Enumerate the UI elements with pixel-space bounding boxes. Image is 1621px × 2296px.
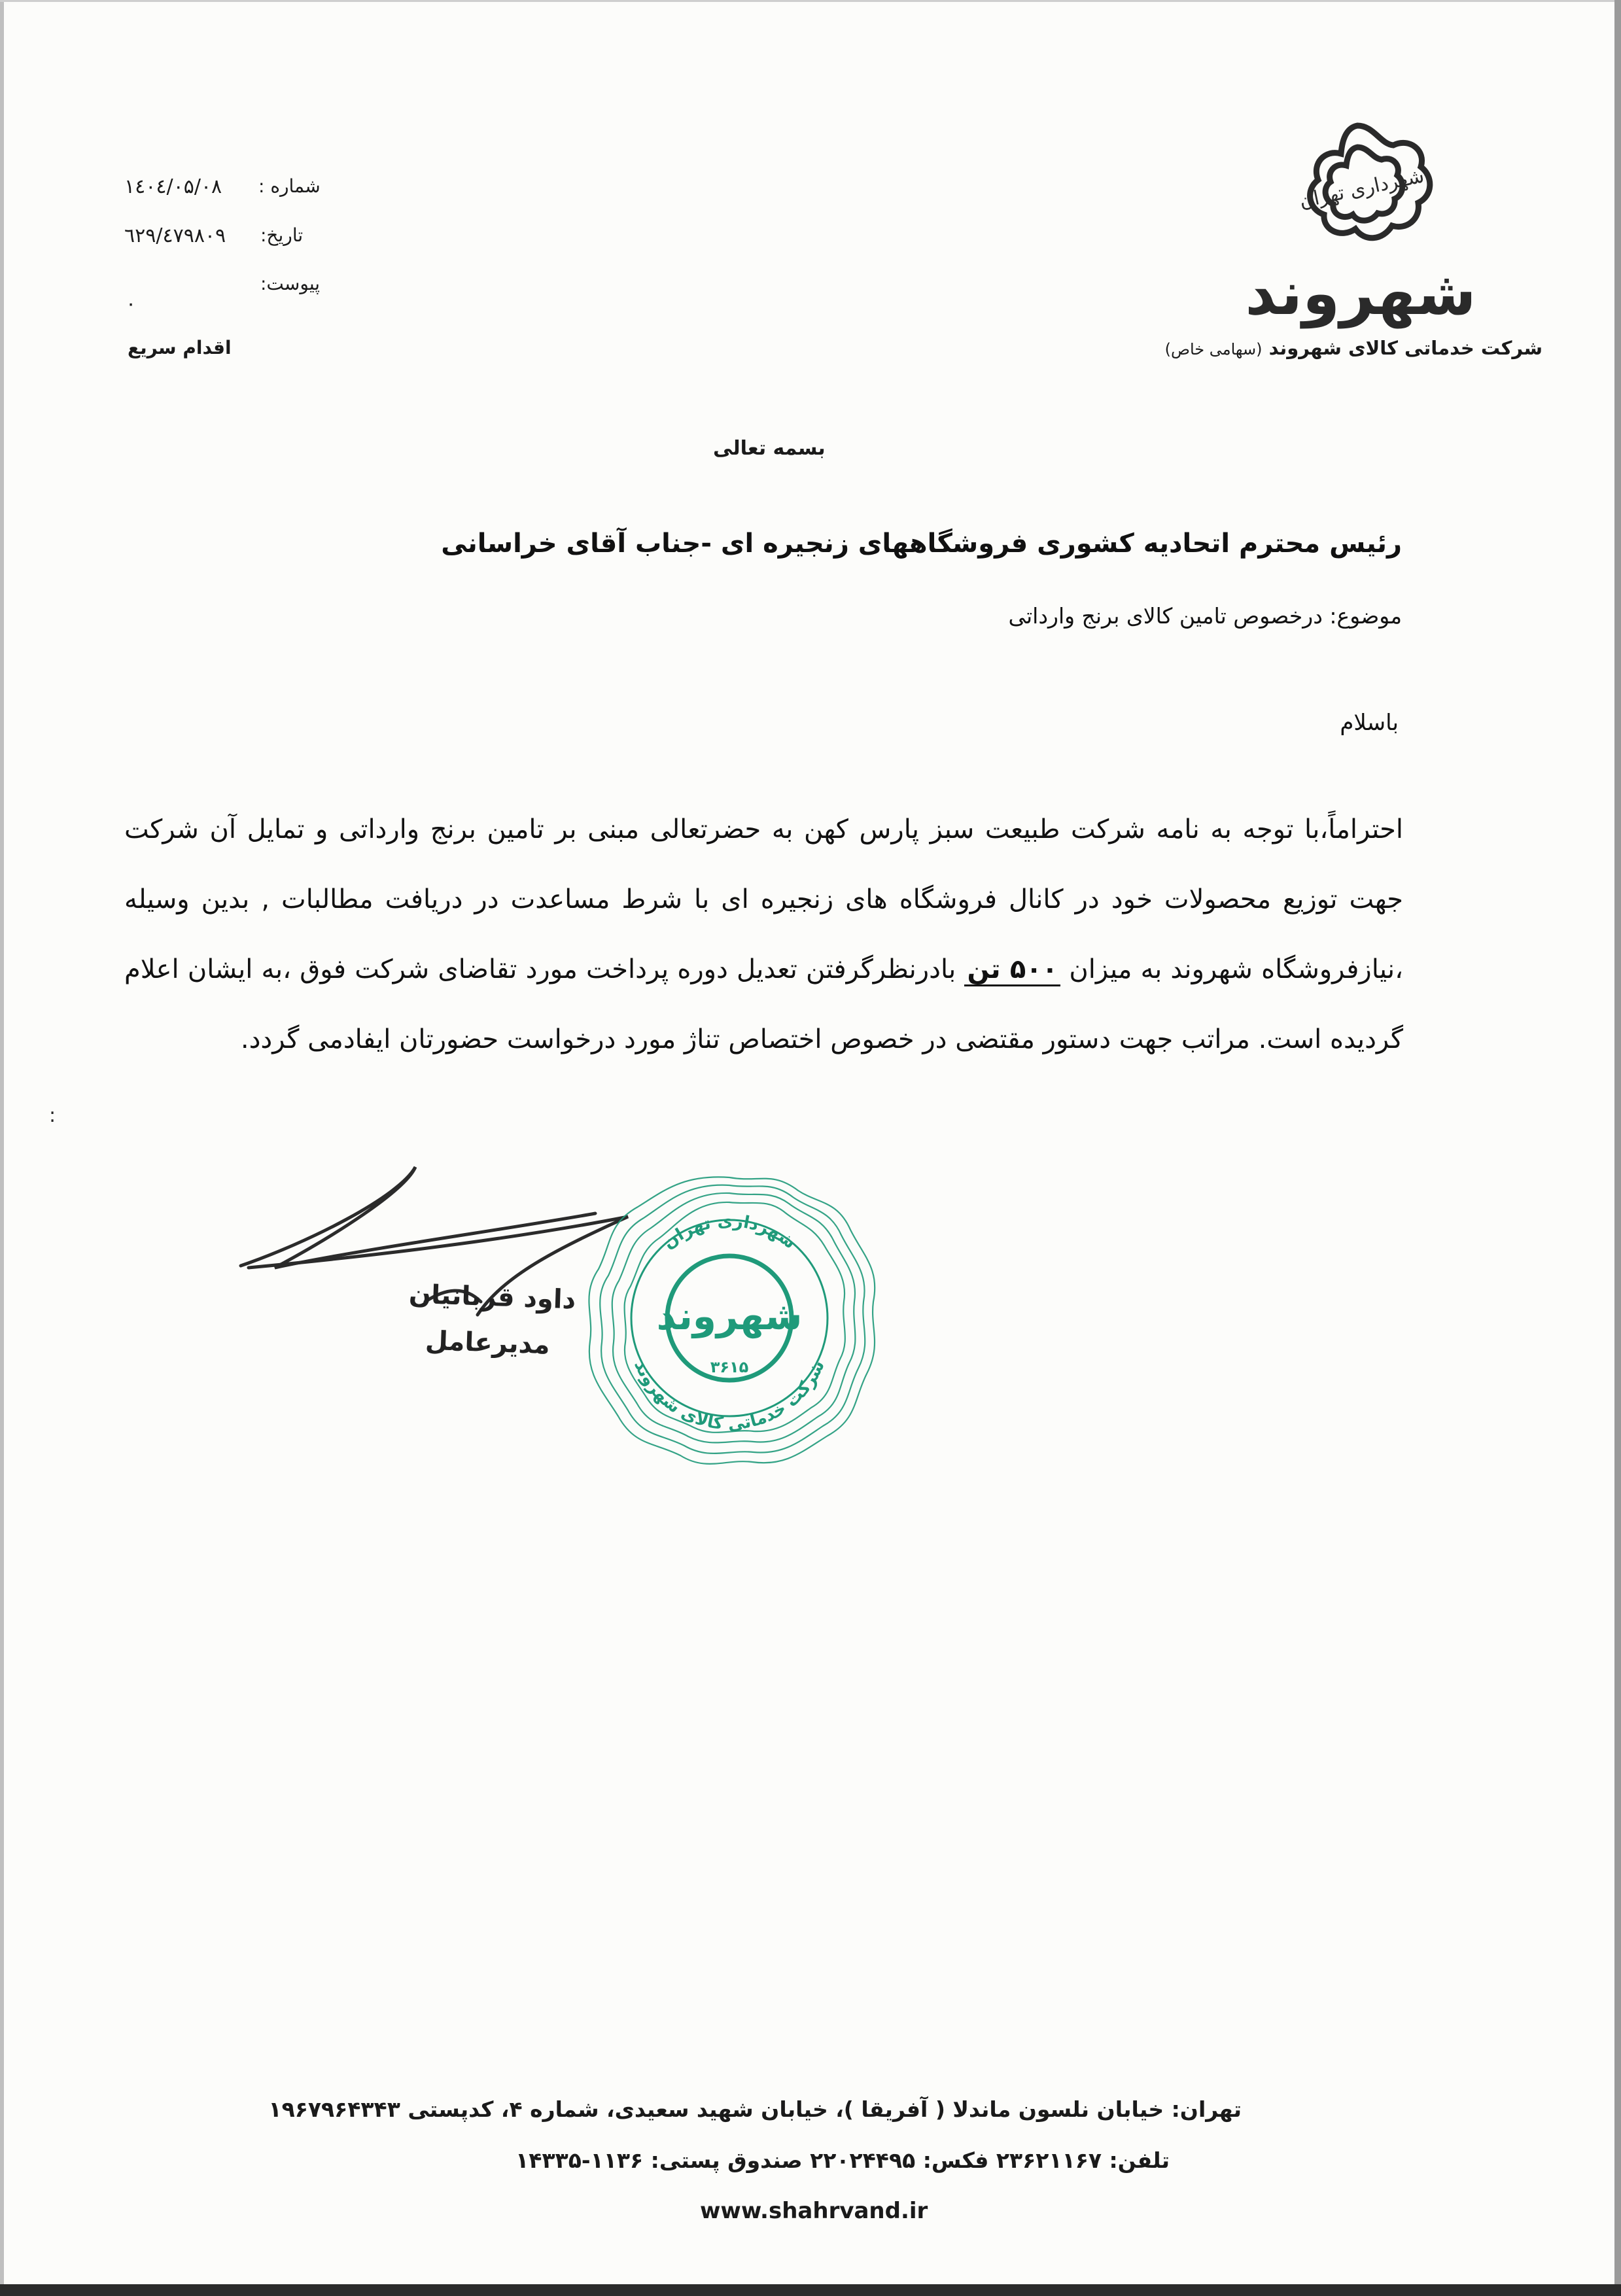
scan-edge-right [1614,0,1621,2296]
svg-text:شرکت خدماتی کالای شهروند: شرکت خدماتی کالای شهروند [630,1357,829,1435]
attachment-label: پیوست: [260,273,321,294]
number-label: شماره : [258,175,321,197]
company-name: شرکت خدماتی کالای شهروند (سهامی خاص) [1164,337,1543,359]
svg-text:شهرداری تهران: شهرداری تهران [659,1211,799,1253]
signer-title: مدیرعامل [425,1325,551,1361]
scan-edge-bottom [0,2284,1621,2296]
footer-address: تهران: خیابان نلسون ماندلا ( آفریقا )، خیابان شهید سعیدی، شماره ۴، کدپستی ۱۹۶۷۹۶۴۳۴۳ [268,2096,1242,2122]
svg-text:شهروند: شهروند [656,1294,803,1338]
date-value: ٦۲۹/٤۷۹۸۰۹ [124,224,226,247]
svg-text:شهروند: شهروند [1245,258,1476,328]
subject-line: موضوع: درخصوص تامین کالای برنج وارداتی [1008,603,1402,629]
recipient-line: رئیس محترم اتحادیه کشوری فروشگاههای زنجیره ای -جناب آقای خراسانی [441,529,1402,559]
letter-body: احتراماً،با توجه به نامه شرکت طبیعت سبز پارس کهن به حضرتعالی مبنی بر تامین برنج وارداتی و تمایل آن شرکت جهت توزیع محصولات خود در کانال فروشگاه های زنجیره ای با شرط مساعدت در دریافت مطالبات , بدین وسیله ،نیازفروشگاه شهروند به میزان ۵۰۰ تن بادرنظرگرفتن تعدیل دوره پرداخت مورد تقاضای شرکت فوق ،به ایشان اعلام گردیده است. مراتب جهت دستور مقتضی در خصوص اختصاص تناژ مورد درخواست حضورتان ایفادمی گردد. [124,814,1403,1054]
priority-label: اقدام سریع [128,337,232,358]
company-type: (سهامی خاص) [1164,340,1263,358]
stray-mark: : [49,1104,56,1127]
scan-edge-top [0,0,1621,2]
body-amount: ۵۰۰ تن [964,954,1060,986]
shahrvand-logo-icon [1243,118,1478,334]
footer-website[interactable]: www.shahrvand.ir [700,2198,928,2224]
footer-phone: تلفن: ۲۳۶۲۱۱۶۷ فکس: ۲۲۰۲۴۴۹۵ صندوق پستی: ۱۱۳۶-۱۴۳۳۵ [515,2148,1170,2173]
number-value: ۱٤۰٤/۰۵/۰۸ [124,175,222,198]
attachment-value: ۰ [126,292,137,315]
bismillah: بسمه تعالی [713,437,826,460]
company-seal-stamp [576,1164,883,1472]
greeting: باسلام [1340,710,1399,736]
svg-text:شهرداری تهران: شهرداری تهران [1297,164,1427,213]
svg-text:۳۶۱۵: ۳۶۱۵ [710,1358,749,1376]
signer-name: داود قربانیان [408,1279,576,1315]
scan-edge-left [0,0,4,2296]
date-label: تاریخ: [260,224,304,246]
